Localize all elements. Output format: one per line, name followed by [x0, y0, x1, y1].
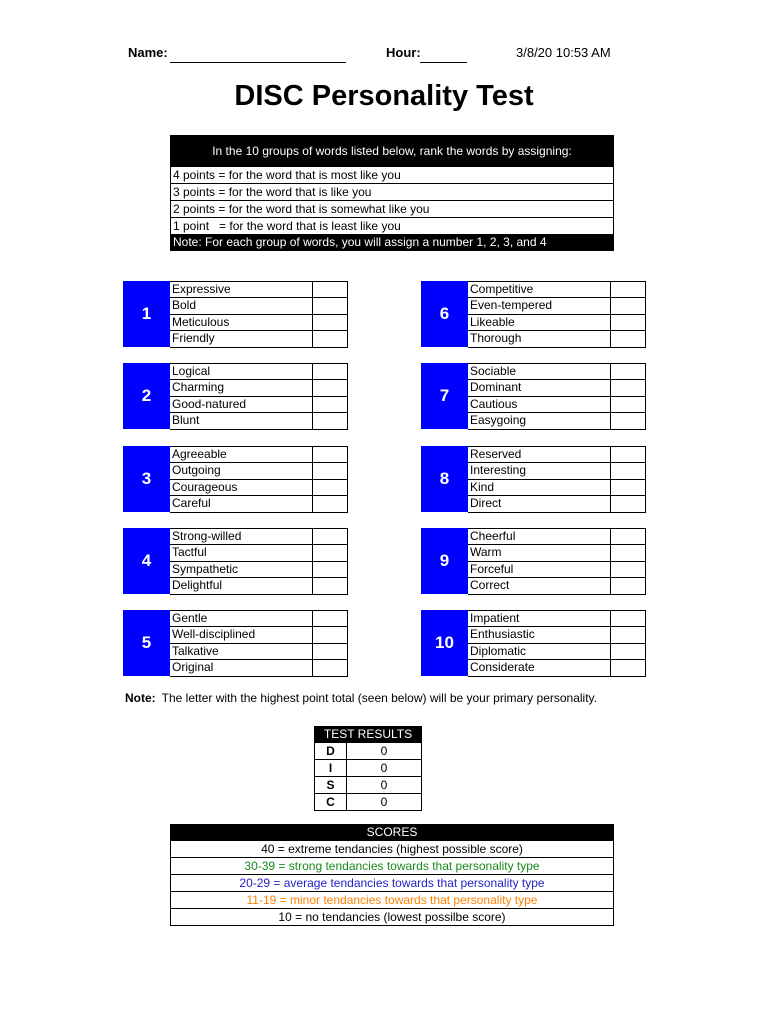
word-label: Blunt	[172, 412, 200, 427]
word-label: Easygoing	[470, 412, 527, 427]
score-cell[interactable]	[313, 298, 347, 314]
score-cell[interactable]	[313, 282, 347, 298]
score-cell[interactable]	[611, 282, 645, 298]
word-label: Original	[172, 659, 214, 674]
score-cell[interactable]	[611, 413, 645, 429]
word-label: Correct	[470, 577, 510, 592]
result-letter: C	[315, 794, 347, 810]
score-cell[interactable]	[313, 331, 347, 347]
score-cell[interactable]	[313, 480, 347, 496]
result-letter: S	[315, 777, 347, 793]
primary-personality-note	[125, 691, 597, 705]
word-label: Competitive	[468, 282, 610, 298]
instruction-row: 2 points = for the word that is somewhat like you	[171, 200, 613, 217]
word-label: Sympathetic	[170, 562, 312, 578]
word-group-7	[421, 363, 645, 429]
word-group-3	[123, 446, 347, 512]
group-number: 8	[421, 446, 468, 512]
score-cell[interactable]	[313, 627, 347, 643]
word-label: Cheerful	[468, 529, 610, 545]
word-label: Well-disciplined	[170, 627, 312, 643]
note-text: The letter with the highest point total (seen below) will be your primary personality.	[161, 691, 597, 705]
word-label: Interesting	[468, 463, 610, 479]
word-label: Thorough	[470, 330, 522, 345]
score-cell[interactable]	[611, 298, 645, 314]
word-label: Tactful	[170, 545, 312, 561]
result-value: 0	[380, 744, 388, 758]
score-range-row: 10 = no tendancies (lowest possilbe score)	[171, 908, 613, 925]
word-label: Meticulous	[170, 315, 312, 331]
word-group-5	[123, 610, 347, 676]
word-label: Warm	[468, 545, 610, 561]
word-label: Careful	[172, 495, 211, 510]
test-results-table	[314, 726, 422, 811]
score-cell[interactable]	[611, 644, 645, 660]
word-label: Cautious	[468, 397, 610, 413]
score-cell[interactable]	[313, 644, 347, 660]
score-cell[interactable]	[611, 496, 645, 512]
scores-heading: SCORES	[171, 825, 613, 840]
score-cell[interactable]	[611, 380, 645, 396]
score-cell[interactable]	[313, 545, 347, 561]
score-cell[interactable]	[313, 397, 347, 413]
word-label: Even-tempered	[468, 298, 610, 314]
group-number: 1	[123, 281, 170, 347]
score-cell[interactable]	[313, 463, 347, 479]
score-cell[interactable]	[313, 562, 347, 578]
result-row	[315, 759, 421, 776]
word-label: Talkative	[170, 644, 312, 660]
group-number: 5	[123, 610, 170, 676]
word-group-8	[421, 446, 645, 512]
score-cell[interactable]	[611, 545, 645, 561]
score-cell[interactable]	[313, 447, 347, 463]
instruction-row: 3 points = for the word that is like you	[171, 183, 613, 200]
name-label: Name:	[128, 45, 168, 60]
word-label: Impatient	[468, 611, 610, 627]
result-row	[315, 742, 421, 759]
note-label: Note:	[125, 691, 156, 705]
word-group-2	[123, 363, 347, 429]
page-title: DISC Personality Test	[234, 80, 534, 112]
group-number: 7	[421, 363, 468, 429]
score-range-row: 40 = extreme tendancies (highest possible score)	[171, 840, 613, 857]
word-label: Considerate	[470, 659, 535, 674]
score-cell[interactable]	[313, 364, 347, 380]
score-cell[interactable]	[611, 578, 645, 594]
word-label: Logical	[170, 364, 312, 380]
word-group-6	[421, 281, 645, 347]
score-cell[interactable]	[313, 611, 347, 627]
group-number: 9	[421, 528, 468, 594]
word-label: Kind	[468, 480, 610, 496]
score-cell[interactable]	[313, 660, 347, 676]
score-cell[interactable]	[611, 463, 645, 479]
group-number: 4	[123, 528, 170, 594]
score-cell[interactable]	[611, 611, 645, 627]
instructions-heading: In the 10 groups of words listed below, rank the words by assigning:	[171, 136, 613, 166]
score-cell[interactable]	[313, 496, 347, 512]
word-label: Strong-willed	[170, 529, 312, 545]
word-label: Forceful	[468, 562, 610, 578]
group-number: 3	[123, 446, 170, 512]
score-cell[interactable]	[611, 364, 645, 380]
datetime: 3/8/20 10:53 AM	[516, 45, 611, 60]
word-label: Gentle	[170, 611, 312, 627]
score-cell[interactable]	[313, 529, 347, 545]
word-group-9	[421, 528, 645, 594]
result-row	[315, 776, 421, 793]
result-row	[315, 793, 421, 810]
score-cell[interactable]	[611, 660, 645, 676]
word-label: Sociable	[468, 364, 610, 380]
score-range-row: 11-19 = minor tendancies towards that personality type	[171, 891, 613, 908]
hour-input-line[interactable]	[420, 62, 467, 63]
score-cell[interactable]	[611, 480, 645, 496]
score-cell[interactable]	[611, 447, 645, 463]
name-input-line[interactable]	[170, 62, 346, 63]
score-cell[interactable]	[313, 578, 347, 594]
instructions-note: Note: For each group of words, you will assign a number 1, 2, 3, and 4	[171, 234, 613, 250]
result-letter: I	[315, 760, 347, 776]
result-value: 0	[380, 795, 388, 809]
test-results-heading: TEST RESULTS	[315, 727, 421, 742]
word-label: Charming	[170, 380, 312, 396]
hour-label: Hour:	[386, 45, 421, 60]
score-cell[interactable]	[611, 529, 645, 545]
word-label: Dominant	[468, 380, 610, 396]
score-cell[interactable]	[611, 331, 645, 347]
score-cell[interactable]	[611, 397, 645, 413]
word-label: Outgoing	[170, 463, 312, 479]
word-group-1	[123, 281, 347, 347]
score-cell[interactable]	[611, 627, 645, 643]
word-label: Enthusiastic	[468, 627, 610, 643]
word-label: Diplomatic	[468, 644, 610, 660]
word-label: Agreeable	[170, 447, 312, 463]
score-range-row: 30-39 = strong tendancies towards that personality type	[171, 857, 613, 874]
word-label: Direct	[470, 495, 502, 510]
score-cell[interactable]	[313, 413, 347, 429]
scores-table	[170, 824, 614, 926]
result-value: 0	[380, 778, 388, 792]
score-cell[interactable]	[313, 315, 347, 331]
word-label: Courageous	[170, 480, 312, 496]
word-group-10	[421, 610, 645, 676]
score-cell[interactable]	[611, 562, 645, 578]
result-letter: D	[315, 743, 347, 759]
score-cell[interactable]	[611, 315, 645, 331]
score-range-row: 20-29 = average tendancies towards that personality type	[171, 874, 613, 891]
word-label: Good-natured	[170, 397, 312, 413]
word-label: Friendly	[172, 330, 215, 345]
group-number: 10	[421, 610, 468, 676]
word-label: Expressive	[170, 282, 312, 298]
instruction-row: 4 points = for the word that is most like you	[171, 166, 613, 183]
word-label: Likeable	[468, 315, 610, 331]
group-number: 2	[123, 363, 170, 429]
word-label: Bold	[170, 298, 312, 314]
word-label: Delightful	[172, 577, 223, 592]
score-cell[interactable]	[313, 380, 347, 396]
word-label: Reserved	[468, 447, 610, 463]
instruction-row: 1 point = for the word that is least like you	[171, 217, 613, 234]
group-number: 6	[421, 281, 468, 347]
instructions-box	[170, 135, 614, 251]
word-group-4	[123, 528, 347, 594]
result-value: 0	[380, 761, 388, 775]
